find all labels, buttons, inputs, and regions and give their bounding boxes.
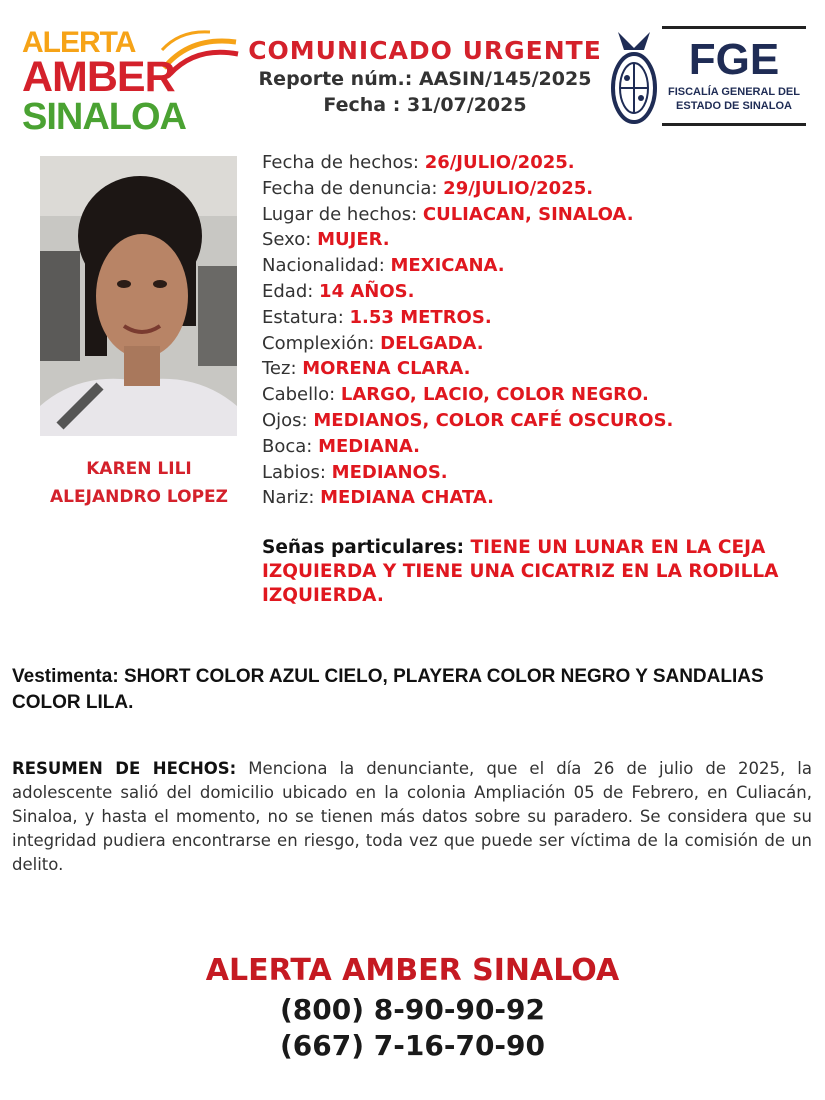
detail-value: 14 AÑOS. — [319, 280, 415, 302]
phone-number-2[interactable]: (667) 7-16-70-90 — [279, 1029, 546, 1062]
detail-row — [262, 331, 802, 357]
distinctive-marks — [262, 536, 802, 608]
state-seal-icon — [610, 26, 658, 128]
fge-abbreviation: FGE — [688, 35, 780, 84]
detail-row — [262, 434, 802, 460]
detail-value: MORENA CLARA. — [302, 358, 471, 380]
person-photo — [40, 156, 237, 436]
detail-row — [262, 176, 802, 202]
fge-full-name — [662, 85, 806, 113]
detail-label: Cabello: — [262, 384, 341, 406]
detail-row — [262, 485, 802, 511]
footer-title: ALERTA AMBER SINALOA — [205, 953, 620, 988]
logo-line-alerta: ALERTA — [22, 26, 136, 59]
phone-number-1[interactable]: (800) 8-90-90-92 — [279, 993, 546, 1026]
detail-row — [262, 253, 802, 279]
distinctive-marks-value: TIENE UN LUNAR EN LA CEJA IZQUIERDA Y TIENE UNA CICATRIZ EN LA RODILLA IZQUIERDA. — [262, 537, 779, 606]
detail-row — [262, 408, 802, 434]
detail-row — [262, 279, 802, 305]
detail-label: Nariz: — [262, 487, 321, 509]
detail-row — [262, 305, 802, 331]
detail-label: Tez: — [262, 358, 303, 380]
distinctive-marks-label: Señas particulares: — [262, 537, 471, 558]
footer — [0, 950, 825, 1064]
header-title: COMUNICADO URGENTE — [248, 36, 602, 65]
detail-row — [262, 150, 802, 176]
detail-value: CULIACAN, SINALOA. — [422, 203, 634, 225]
person-name-line1: KAREN LILI — [86, 459, 192, 479]
report-date: Fecha : 31/07/2025 — [323, 94, 527, 116]
detail-value: MEDIANA CHATA. — [320, 487, 494, 509]
detail-label: Estatura: — [262, 306, 350, 328]
detail-row — [262, 382, 802, 408]
detail-label: Lugar de hechos: — [262, 203, 423, 225]
detail-value: 1.53 METROS. — [349, 306, 492, 328]
detail-label: Labios: — [262, 461, 332, 483]
detail-value: 29/JULIO/2025. — [443, 177, 594, 199]
detail-value: 26/JULIO/2025. — [424, 152, 575, 173]
report-number: Reporte núm.: AASIN/145/2025 — [258, 68, 592, 90]
detail-row — [262, 356, 802, 382]
person-name — [30, 455, 248, 511]
detail-value: MEDIANOS. — [331, 461, 448, 483]
detail-label: Fecha de hechos: — [262, 152, 425, 173]
detail-label: Ojos: — [262, 409, 314, 431]
detail-label: Fecha de denuncia: — [262, 177, 444, 199]
clothing — [12, 664, 812, 716]
detail-value: LARGO, LACIO, COLOR NEGRO. — [340, 384, 649, 406]
fge-logo — [662, 26, 806, 126]
facts-summary-label: RESUMEN DE HECHOS: — [12, 759, 237, 778]
facts-summary-text: Menciona la denunciante, que el día 26 de julio de 2025, la adolescente salió del domicilio ubicado en la colonia Ampliación 05 de Febrero, en Culiacán, Sinaloa, y hasta el momento, no se tienen más datos sobre su paradero. Se considera que su integridad pudiera encontrarse en riesgo, toda vez que puede ser víctima de la comisión de un delito. — [12, 759, 812, 874]
clothing-value: SHORT COLOR AZUL CIELO, PLAYERA COLOR NEGRO Y SANDALIAS COLOR LILA. — [12, 666, 764, 713]
detail-row — [262, 202, 802, 228]
header — [240, 36, 610, 118]
detail-label: Complexión: — [262, 332, 381, 354]
detail-label: Edad: — [262, 280, 320, 302]
fge-name-line1: FISCALÍA GENERAL DEL — [667, 86, 800, 98]
alerta-amber-logo — [22, 26, 227, 138]
logo-line-amber: AMBER — [22, 53, 175, 101]
details-list — [262, 150, 802, 511]
detail-label: Boca: — [262, 435, 319, 457]
logo-line-sinaloa: SINALOA — [22, 96, 186, 138]
detail-value: MEXICANA. — [390, 255, 505, 277]
detail-row — [262, 227, 802, 253]
detail-value: DELGADA. — [380, 332, 484, 354]
detail-value: MUJER. — [317, 229, 390, 251]
detail-label: Sexo: — [262, 229, 318, 251]
facts-summary — [12, 757, 812, 877]
detail-label: Nacionalidad: — [262, 255, 391, 277]
detail-value: MEDIANOS, COLOR CAFÉ OSCUROS. — [313, 409, 674, 431]
fge-name-line2: ESTADO DE SINALOA — [676, 100, 792, 112]
person-name-line2: ALEJANDRO LOPEZ — [50, 487, 228, 507]
detail-value: MEDIANA. — [318, 435, 421, 457]
detail-row — [262, 460, 802, 486]
clothing-label: Vestimenta: — [12, 666, 124, 687]
